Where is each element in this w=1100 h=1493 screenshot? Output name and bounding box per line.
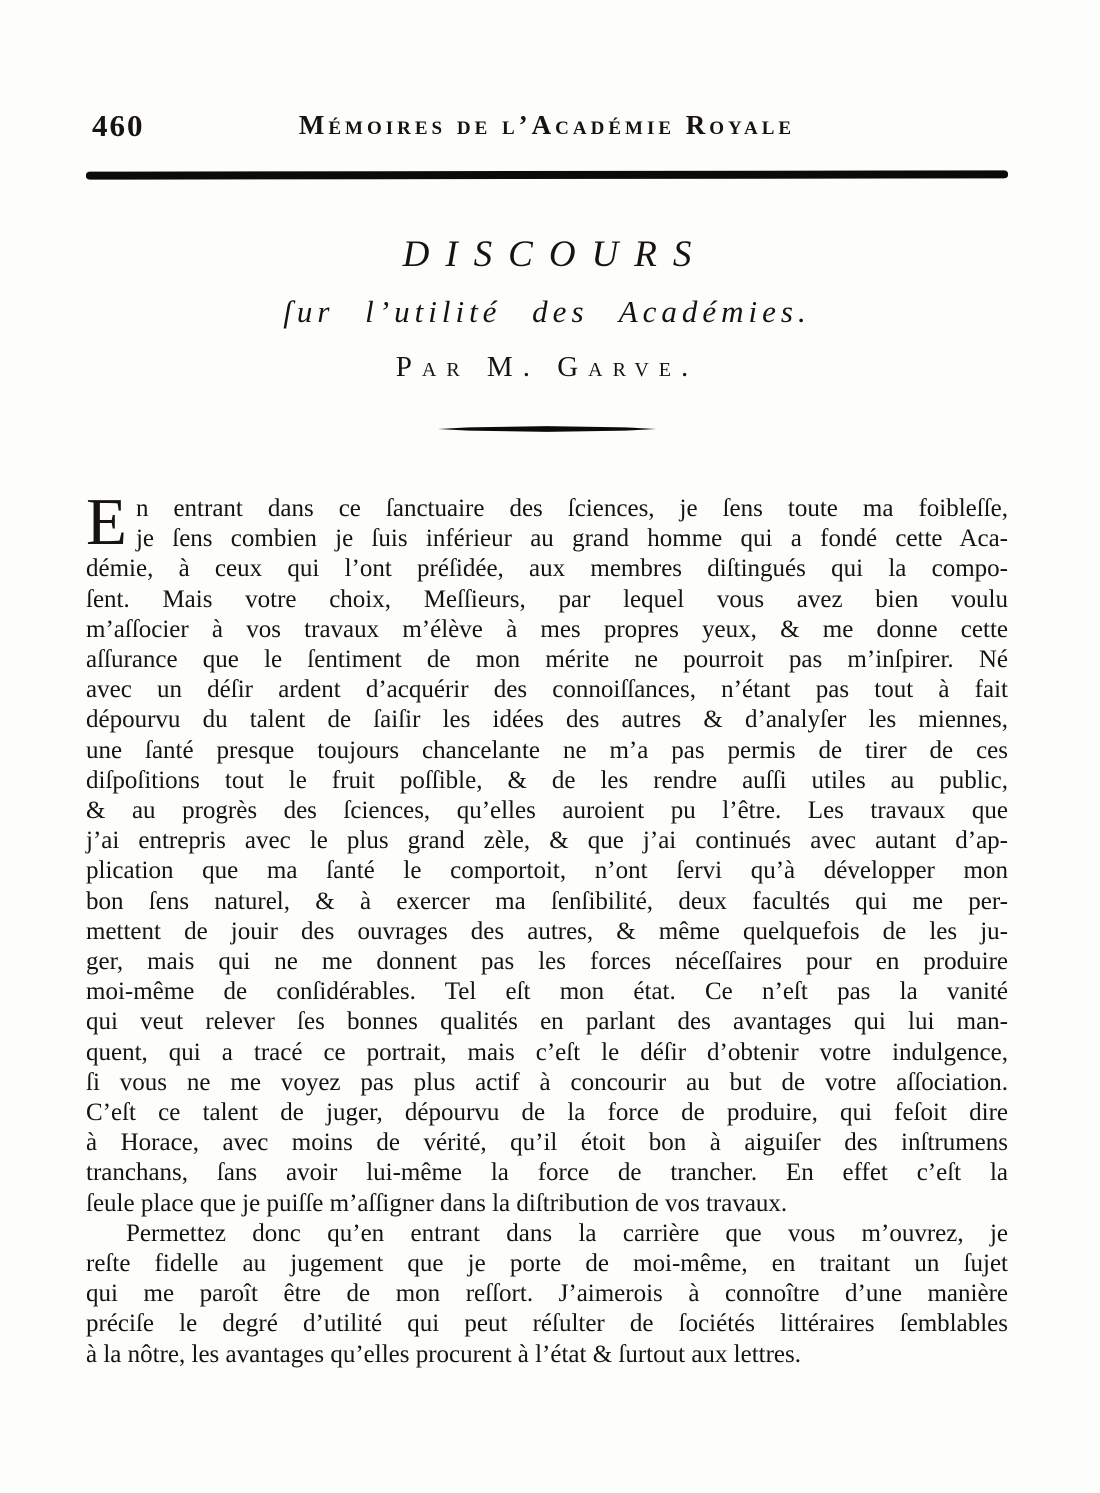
text-line: C’eſt ce talent de juger, dépourvu de la force de produire, qui feſoit dire <box>86 1099 1008 1127</box>
running-header <box>86 104 1008 150</box>
text-line: ſent. Mais votre choix, Meſſieurs, par lequel vous avez bien voulu <box>86 585 1008 613</box>
text-line: mettent de jouir des ouvrages des autres, & même quelquefois de les ju- <box>86 917 1008 945</box>
page-content <box>86 0 1008 1370</box>
text-line: reſte fidelle au jugement que je porte de moi-même, en traitant un ſujet <box>86 1250 1008 1278</box>
title-divider-rule <box>438 426 656 432</box>
text-line: plication que ma ſanté le comportoit, n’ont ſervi qu’à développer mon <box>86 857 1008 885</box>
text-line: qui veut relever ſes bonnes qualités en parlant des avantages qui lui man- <box>86 1008 1008 1036</box>
text-line: préciſe le degré d’utilité qui peut réſulter de ſociétés littéraires ſemblables <box>86 1310 1008 1338</box>
text-line: En entrant dans ce ſanctuaire des ſciences, je ſens toute ma foibleſſe, <box>86 485 1008 559</box>
text-line: qui me paroît être de mon reſſort. J’aimerois à connoître d’une manière <box>86 1280 1008 1308</box>
text-line: j’ai entrepris avec le plus grand zèle, & que j’ai continués avec autant d’ap- <box>86 827 1008 855</box>
text-line: ger, mais qui ne me donnent pas les forces néceſſaires pour en produire <box>86 948 1008 976</box>
text-line: une ſanté presque toujours chancelante ne m’a pas permis de tirer de ces <box>86 736 1008 764</box>
text-line: & au progrès des ſciences, qu’elles auroient pu l’être. Les travaux que <box>86 797 1008 825</box>
drop-cap: E <box>86 485 127 559</box>
text-line: moi-même de conſidérables. Tel eſt mon état. Ce n’eſt pas la vanité <box>86 978 1008 1006</box>
text-line: aſſurance que le ſentiment de mon mérite ne pourroit pas m’inſpirer. Né <box>86 646 1008 674</box>
article-byline: Par M. Garve. <box>395 351 699 383</box>
text-line: dépourvu du talent de ſaiſir les idées des autres & d’analyſer les miennes, <box>86 706 1008 734</box>
running-title: Mémoires de l’Académie Royale <box>298 110 796 140</box>
text-line: ſi vous ne me voyez pas plus actif à concourir au but de votre aſſociation. <box>86 1068 1008 1096</box>
article-body <box>86 485 1008 1370</box>
text-line: ſeule place que je puiſſe m’aſſigner dans la diſtribution de vos travaux. <box>86 1189 788 1217</box>
article-title: DISCOURS <box>402 234 708 275</box>
text-line: à Horace, avec moins de vérité, qu’il étoit bon à aiguiſer des inſtrumens <box>86 1129 1008 1157</box>
text-line: diſpoſitions tout le fruit poſſible, & de les rendre auſſi utiles au public, <box>86 766 1008 794</box>
page-number: 460 <box>92 108 145 143</box>
text-line: tranchans, ſans avoir lui-même la force de trancher. En effet c’eſt la <box>86 1159 1008 1187</box>
text-line: avec un déſir ardent d’acquérir des connoiſſances, n’étant pas tout à fait <box>86 676 1008 704</box>
text-line: à la nôtre, les avantages qu’elles procurent à l’état & ſurtout aux lettres. <box>86 1340 802 1368</box>
text-line: je ſens combien je ſuis inférieur au grand homme qui a fondé cette Aca- <box>135 525 1008 553</box>
text-line: quent, qui a tracé ce portrait, mais c’eſt le déſir d’obtenir votre indulgence, <box>86 1038 1008 1066</box>
header-rule <box>86 170 1008 179</box>
text-line: démie, à ceux qui l’ont préſidée, aux membres diſtingués qui la compo- <box>86 555 1008 583</box>
article-title-block <box>86 233 1008 384</box>
text-line: m’aſſocier à vos travaux m’élève à mes propres yeux, & me donne cette <box>86 615 1008 643</box>
text-line: bon ſens naturel, & à exercer ma ſenſibilité, deux facultés qui me per- <box>86 887 1008 915</box>
article-subtitle: ſur l’utilité des Académies. <box>283 294 811 329</box>
text-line: Permettez donc qu’en entrant dans la carrière que vous m’ouvrez, je <box>126 1219 1008 1247</box>
